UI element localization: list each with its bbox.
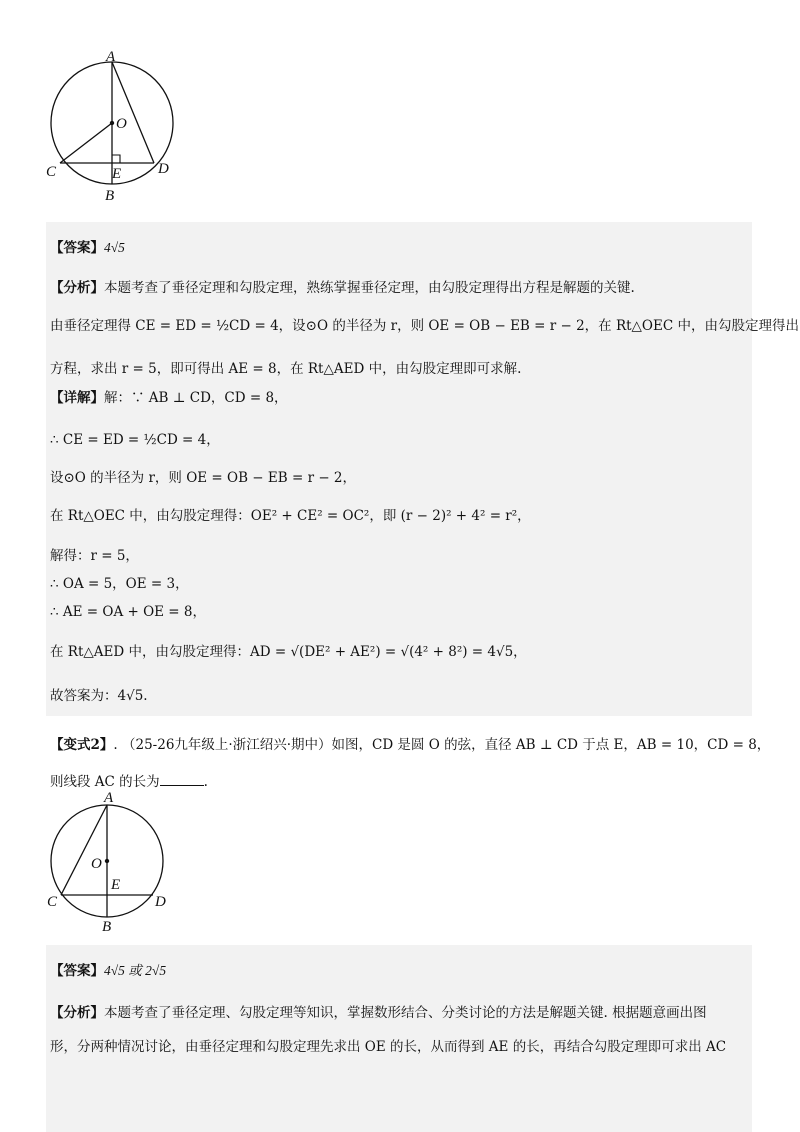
answer-row	[50, 236, 125, 256]
label-e: E	[112, 166, 122, 182]
analysis-text: 本题考查了垂径定理和勾股定理，熟练掌握垂径定理，由勾股定理得出方程是解题的关键.	[104, 280, 635, 296]
label-e: E	[111, 877, 121, 893]
blank-period: .	[203, 774, 208, 790]
center-point	[105, 859, 109, 863]
detail-line-2: ∴ CE = ED = ½CD = 4，	[50, 432, 220, 448]
label-a: A	[106, 49, 116, 65]
figure-1-circle-diagram	[40, 48, 190, 208]
detail-line-4: 在 Rt△OEC 中，由勾股定理得：OE² + CE² = OC²，即 (r − 2)² + 4² = r²，	[50, 508, 531, 524]
analysis-label: 【分析】	[50, 1005, 104, 1021]
label-d: D	[155, 894, 166, 910]
solution-panel-1	[46, 222, 799, 716]
analysis-line-3: 方程，求出 r = 5，即可得出 AE = 8，在 Rt△AED 中，由勾股定理即可求解.	[50, 361, 522, 377]
segment-oc	[60, 123, 112, 163]
label-o: O	[91, 856, 102, 872]
answer-value: 4√5	[104, 240, 125, 255]
answer-label: 【答案】	[50, 240, 104, 256]
answer-blank	[160, 773, 204, 786]
problem-tag: 【变式2】	[50, 737, 114, 753]
label-o: O	[116, 116, 127, 132]
segment-ac	[61, 805, 107, 895]
label-d: D	[158, 161, 169, 177]
label-c: C	[46, 164, 57, 180]
detail-line-5: 解得：r = 5，	[50, 548, 139, 564]
detail-line-9: 故答案为：4√5.	[50, 688, 148, 704]
detail-line-3: 设⊙O 的半径为 r，则 OE = OB − EB = r − 2，	[50, 470, 357, 486]
problem-2-line-1	[50, 733, 770, 753]
analysis-line-1	[50, 1001, 707, 1021]
analysis-line-2: 由垂径定理得 CE = ED = ½CD = 4，设⊙O 的半径为 r，则 OE = OB − EB = r − 2，在 Rt△OEC 中，由勾股定理得出	[50, 318, 799, 334]
detail-line-7: ∴ AE = OA + OE = 8，	[50, 604, 206, 620]
label-c: C	[47, 894, 58, 910]
analysis-line-1	[50, 276, 635, 296]
problem-text: . （25-26九年级上·浙江绍兴·期中）如图，CD 是圆 O 的弦，直径 AB ⊥ CD 于点 E，AB = 10，CD = 8，	[113, 737, 771, 753]
center-point	[110, 121, 114, 125]
problem-2-line-2	[50, 770, 208, 790]
answer-row	[50, 959, 166, 979]
analysis-text: 本题考查了垂径定理、勾股定理等知识，掌握数形结合、分类讨论的方法是解题关键. 根据题意画出图	[104, 1005, 707, 1021]
problem-text-2: 则线段 AC 的长为	[50, 774, 160, 790]
answer-label: 【答案】	[50, 963, 104, 979]
label-b: B	[102, 919, 112, 935]
detail-label: 【详解】	[50, 390, 104, 406]
right-angle-mark	[112, 155, 120, 163]
segment-ad	[112, 62, 154, 163]
analysis-label: 【分析】	[50, 280, 104, 296]
detail-line-1	[50, 386, 288, 406]
answer-value: 4√5 或 2√5	[104, 963, 167, 978]
analysis-line-2: 形，分两种情况讨论，由垂径定理和勾股定理先求出 OE 的长，从而得到 AE 的长，再结合勾股定理即可求出 AC	[50, 1039, 727, 1055]
detail-text: 解：∵ AB ⊥ CD，CD = 8，	[104, 390, 288, 406]
detail-line-6: ∴ OA = 5，OE = 3，	[50, 576, 189, 592]
figure-2-circle-diagram	[40, 788, 190, 938]
label-b: B	[105, 188, 115, 204]
label-a: A	[104, 790, 114, 806]
solution-panel-2	[46, 945, 752, 1132]
detail-line-8: 在 Rt△AED 中，由勾股定理得：AD = √(DE² + AE²) = √(4² + 8²) = 4√5，	[50, 644, 527, 660]
